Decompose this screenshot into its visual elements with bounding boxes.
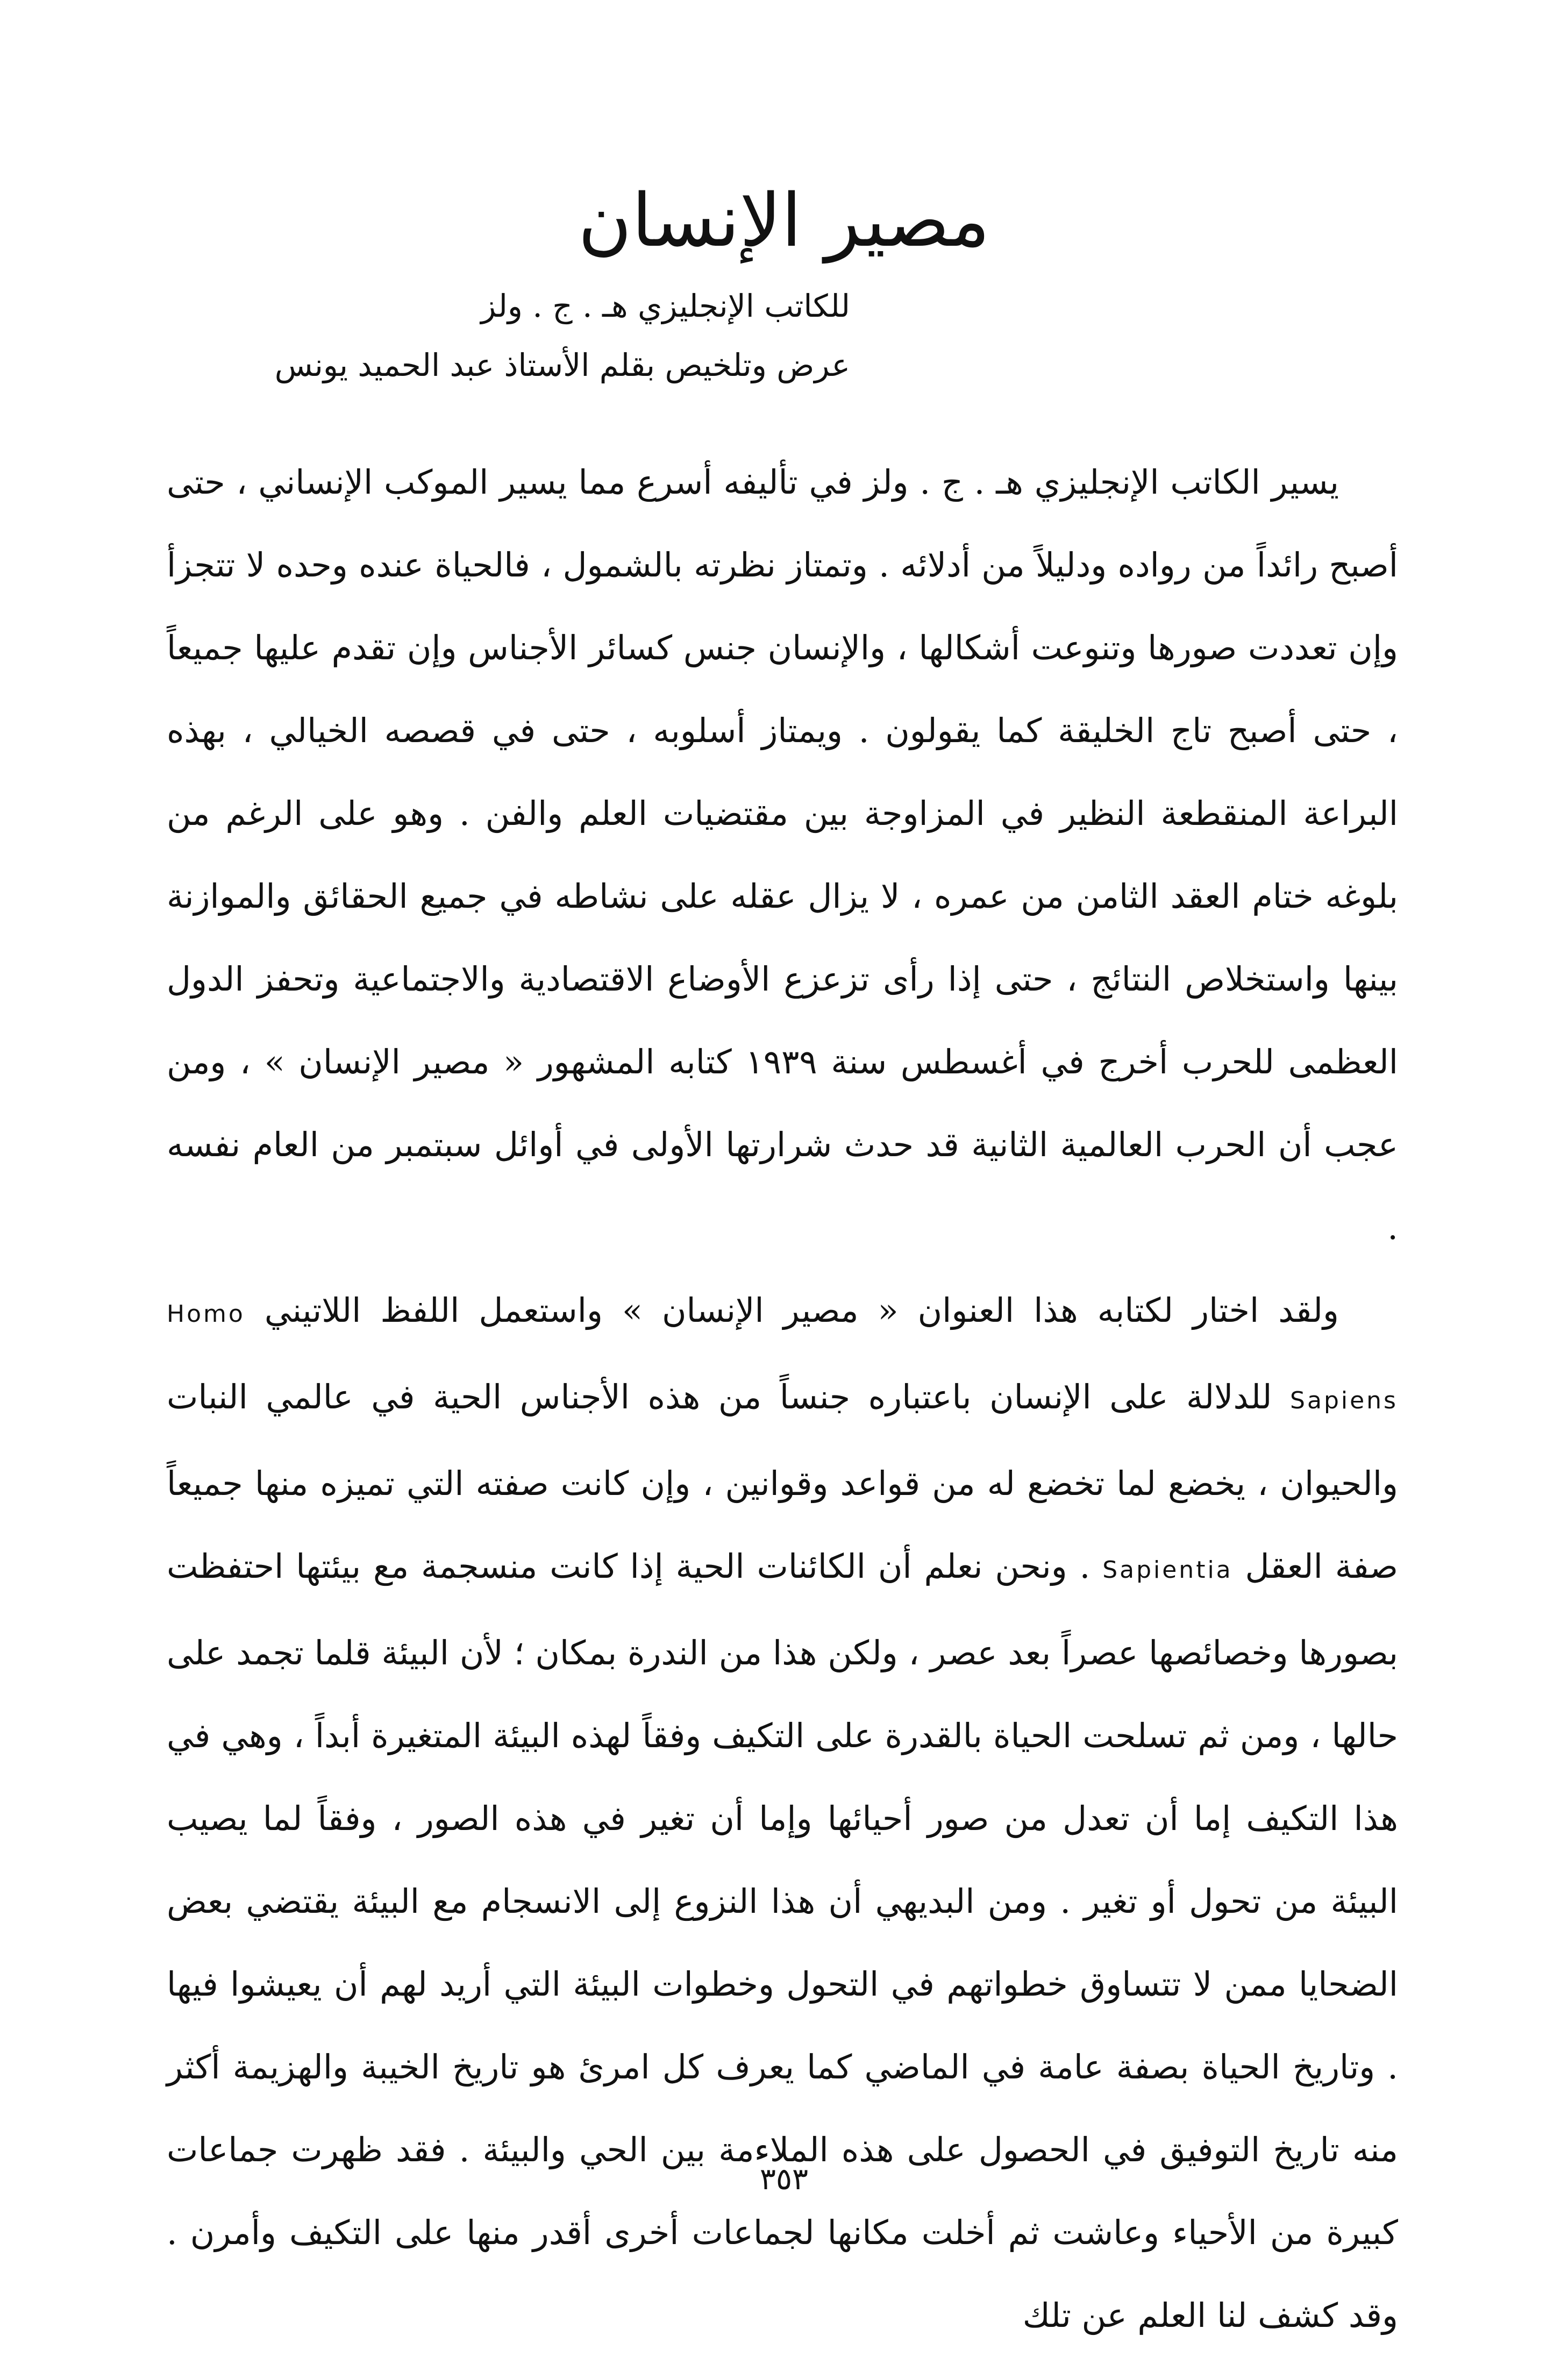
latin-term-sapientia: Sapientia bbox=[1102, 1556, 1233, 1584]
page-number: ٣٥٣ bbox=[759, 2162, 809, 2197]
latin-term-homo-sapiens: Homo Sapiens bbox=[167, 1300, 1398, 1414]
paragraph-2-part-1: ولقد اختار لكتابه هذا العنوان « مصير الإنسان » واستعمل اللفظ اللاتيني bbox=[264, 1291, 1339, 1330]
summary-byline: عرض وتلخيص بقلم الأستاذ عبد الحميد يونس bbox=[274, 347, 850, 383]
article-title: مصير الإنسان bbox=[578, 179, 990, 264]
paragraph-1: يسير الكاتب الإنجليزي هـ . ج . ولز في تأليفه أسرع مما يسير الموكب الإنساني ، حتى أصبح رائداً من رواده ودليلاً من أدلائه . وتمتاز نظرته بالشمول ، فالحياة عنده وحده لا تتجزأ وإن تعددت صورها وتنوعت أشكالها ، والإنسان جنس كسائر الأجناس وإن تقدم عليها جميعاً ، حتى أصبح تاج الخليقة كما يقولون . ويمتاز أسلوبه ، حتى في قصصه الخيالي ، بهذه البراعة المنقطعة النظير في المزاوجة بين مقتضيات العلم والفن . وهو على الرغم من بلوغه ختام العقد الثامن من عمره ، لا يزال عقله على نشاطه في جميع الحقائق والموازنة بينها واستخلاص النتائج ، حتى إذا رأى تزعزع الأوضاع الاقتصادية والاجتماعية وتحفز الدول العظمى للحرب أخرج في أغسطس سنة ١٩٣٩ كتابه المشهور « مصير الإنسان » ، ومن عجب أن الحرب العالمية الثانية قد حدث شرارتها الأولى في أوائل سبتمبر من العام نفسه . bbox=[167, 462, 1398, 1247]
paragraph-2-part-2: للدلالة على الإنسان باعتباره جنساً من هذه الأجناس الحية في عالمي النبات والحيوان ، يخضع لما تخضع له من قواعد وقوانين ، وإن كانت صفته التي تميزه منها جميعاً صفة العقل bbox=[167, 1377, 1398, 1586]
paragraph-2-part-3: . ونحن نعلم أن الكائنات الحية إذا كانت منسجمة مع بيئتها احتفظت بصورها وخصائصها عصراً بعد عصر ، ولكن هذا من الندرة بمكان ؛ لأن البيئة قلما تجمد على حالها ، ومن ثم تسلحت الحياة بالقدرة على التكيف وفقاً لهذه البيئة المتغيرة أبداً ، وهي في هذا التكيف إما أن تعدل من صور أحيائها وإما أن تغير في هذه الصور ، وفقاً لما يصيب البيئة من تحول أو تغير . ومن البديهي أن هذا النزوع إلى الانسجام مع البيئة يقتضي بعض الضحايا ممن لا تتساوق خطواتهم في التحول وخطوات البيئة التي أريد لهم أن يعيشوا فيها . وتاريخ الحياة بصفة عامة في الماضي كما يعرف كل امرئ هو تاريخ الخيبة والهزيمة أكثر منه تاريخ التوفيق في الحصول على هذه الملاءمة بين الحي والبيئة . فقد ظهرت جماعات كبيرة من الأحياء وعاشت ثم أخلت مكانها لجماعات أخرى أقدر منها على التكيف وأمرن . وقد كشف لنا العلم عن تلك bbox=[167, 1547, 1398, 2335]
article-body bbox=[167, 441, 1398, 2357]
author-line: للكاتب الإنجليزي هـ . ج . ولز bbox=[481, 288, 850, 324]
